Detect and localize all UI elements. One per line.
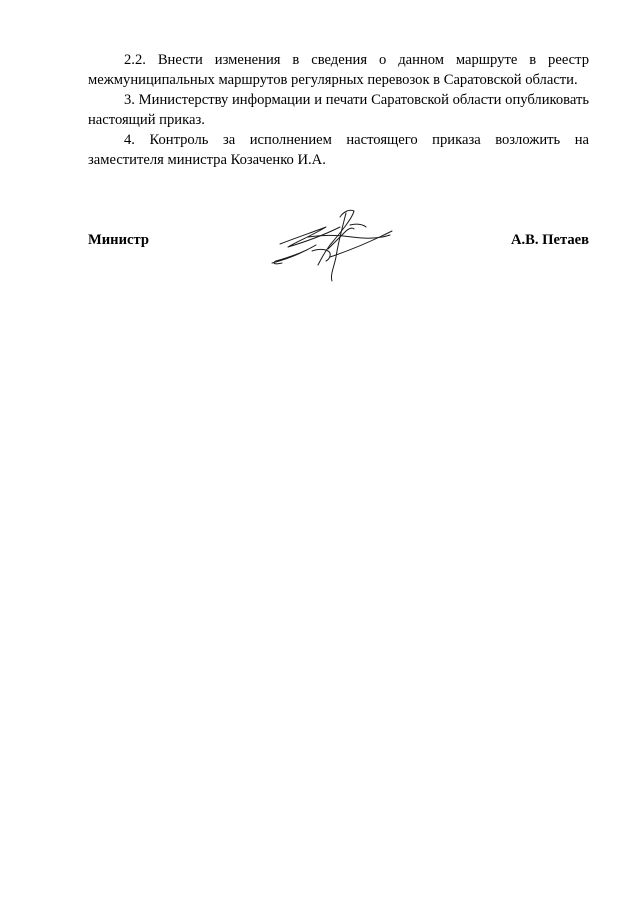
signatory-title: Министр <box>88 232 149 248</box>
paragraph-4: 4. Контроль за исполнением настоящего приказа возложить на заместителя министра Козаченко И.А. <box>88 132 589 168</box>
paragraph-2-2: 2.2. Внести изменения в сведения о данном маршруте в реестр межмуниципальных маршрутов регулярных перевозок в Саратовской области. <box>88 52 589 88</box>
paragraph-3: 3. Министерству информации и печати Саратовской области опубликовать настоящий приказ. <box>88 92 589 128</box>
handwritten-signature <box>268 207 398 282</box>
document-body <box>88 50 589 170</box>
signature-block <box>88 232 589 282</box>
signatory-name: А.В. Петаев <box>510 232 589 248</box>
